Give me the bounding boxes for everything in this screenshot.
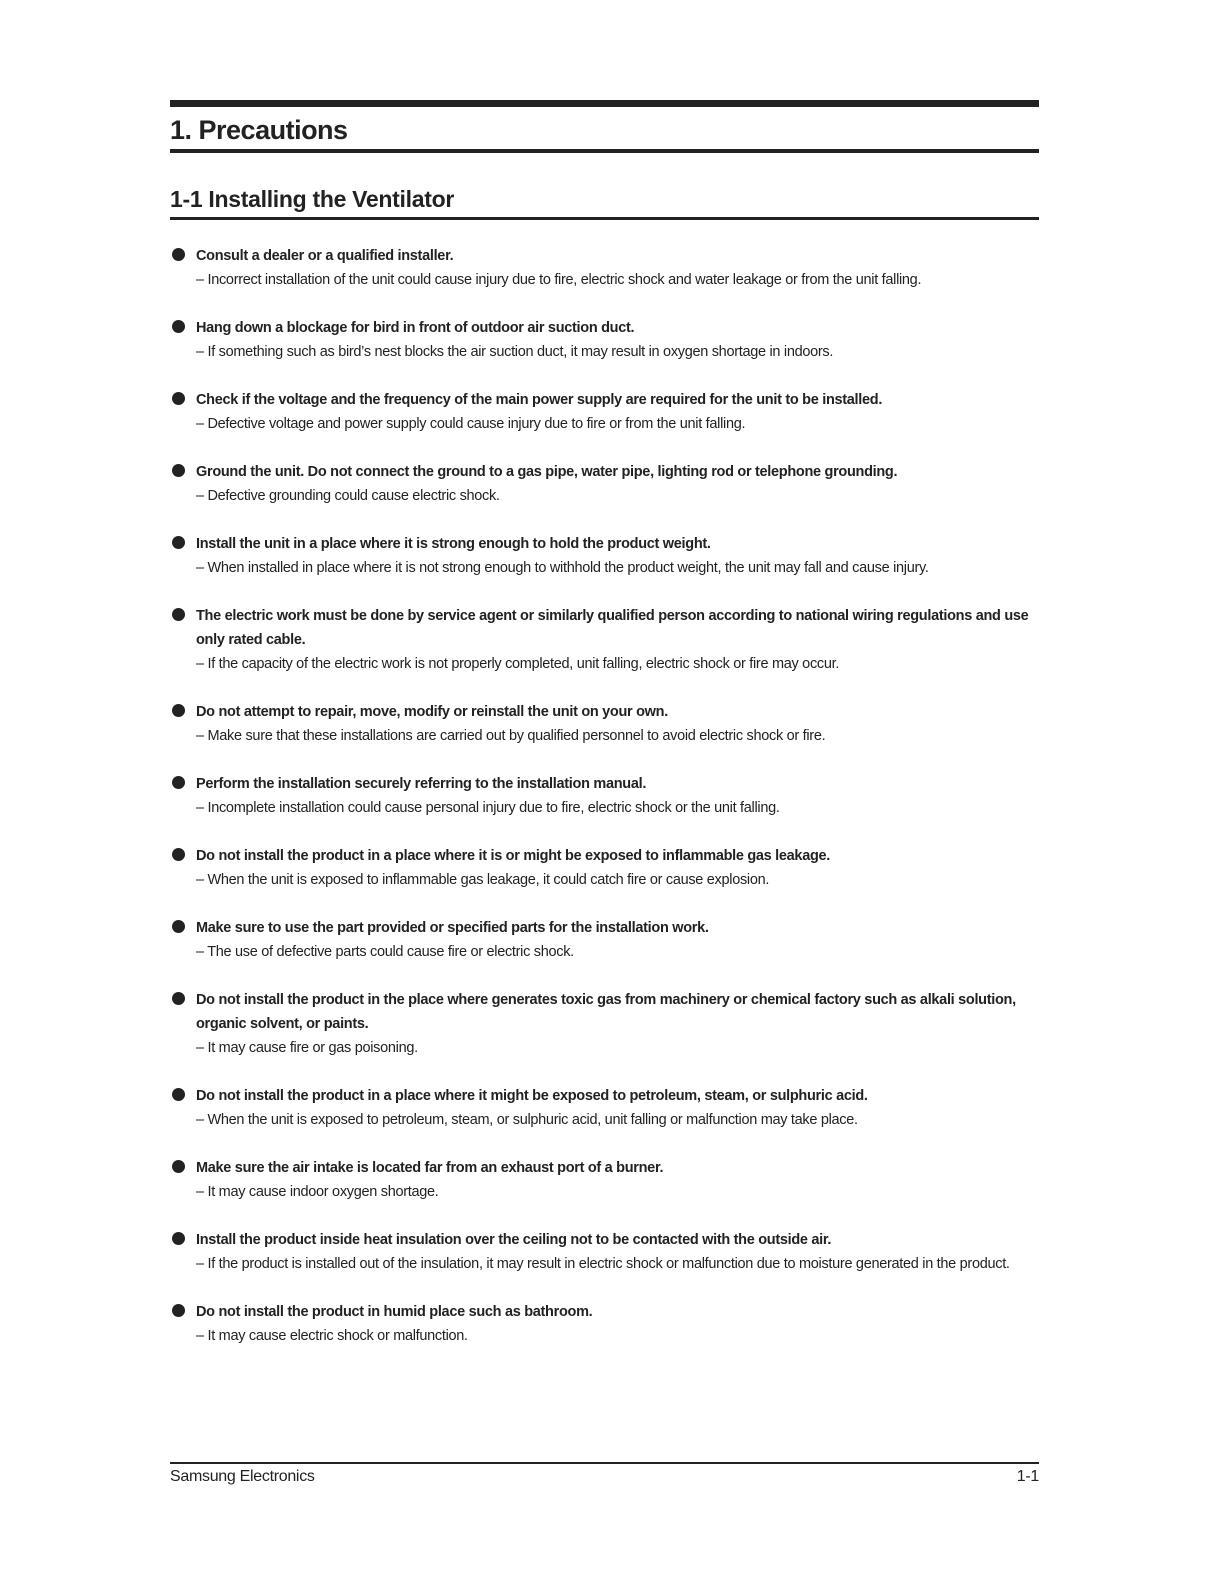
precaution-title: Do not attempt to repair, move, modify or reinstall the unit on your own. — [196, 704, 668, 720]
precaution-item — [170, 772, 1039, 820]
bullet-icon — [172, 536, 185, 549]
bullet-icon — [172, 608, 185, 621]
precaution-title: Make sure the air intake is located far from an exhaust port of a burner. — [196, 1160, 664, 1176]
precaution-title: Install the unit in a place where it is strong enough to hold the product weight. — [196, 536, 711, 552]
bullet-icon — [172, 320, 185, 333]
chapter-rule-bottom — [170, 149, 1039, 153]
precaution-description: – Incorrect installation of the unit could cause injury due to fire, electric shock and water leakage or from the unit falling. — [196, 272, 922, 288]
precaution-title: Install the product inside heat insulation over the ceiling not to be contacted with the outside air. — [196, 1232, 832, 1248]
bullet-icon — [172, 1304, 185, 1317]
page-content — [170, 100, 1039, 1372]
precaution-title: Do not install the product in humid place such as bathroom. — [196, 1304, 593, 1320]
precaution-item — [170, 1300, 1039, 1348]
precaution-title: Make sure to use the part provided or specified parts for the installation work. — [196, 920, 709, 936]
precaution-description: – The use of defective parts could cause fire or electric shock. — [196, 944, 574, 960]
precaution-item — [170, 700, 1039, 748]
precaution-description: – Make sure that these installations are carried out by qualified personnel to avoid electric shock or fire. — [196, 728, 826, 744]
precaution-item — [170, 916, 1039, 964]
precaution-description: – When the unit is exposed to inflammable gas leakage, it could catch fire or cause explosion. — [196, 872, 770, 888]
bullet-icon — [172, 392, 185, 405]
precaution-item — [170, 244, 1039, 292]
bullet-icon — [172, 992, 185, 1005]
precaution-item — [170, 388, 1039, 436]
precaution-item — [170, 1084, 1039, 1132]
precaution-description: – When the unit is exposed to petroleum, steam, or sulphuric acid, unit falling or malfunction may take place. — [196, 1112, 858, 1128]
section-rule — [170, 217, 1039, 220]
precaution-description: – It may cause indoor oxygen shortage. — [196, 1184, 439, 1200]
bullet-icon — [172, 464, 185, 477]
precaution-title: Ground the unit. Do not connect the ground to a gas pipe, water pipe, lighting rod or telephone grounding. — [196, 464, 898, 480]
precaution-list — [170, 244, 1039, 1348]
precaution-description: – Defective grounding could cause electric shock. — [196, 488, 500, 504]
precaution-description: – When installed in place where it is not strong enough to withhold the product weight, the unit may fall and cause injury. — [196, 560, 929, 576]
precaution-description: – It may cause fire or gas poisoning. — [196, 1040, 418, 1056]
precaution-description: – Defective voltage and power supply could cause injury due to fire or from the unit falling. — [196, 416, 746, 432]
footer-company: Samsung Electronics — [170, 1468, 315, 1485]
page-number: 1-1 — [1016, 1468, 1039, 1485]
precaution-description: – Incomplete installation could cause personal injury due to fire, electric shock or the unit falling. — [196, 800, 780, 816]
precaution-item — [170, 988, 1039, 1060]
bullet-icon — [172, 848, 185, 861]
section-title: 1-1 Installing the Ventilator — [170, 186, 454, 212]
precaution-title: Consult a dealer or a qualified installer. — [196, 248, 454, 264]
precaution-description: – If something such as bird’s nest blocks the air suction duct, it may result in oxygen shortage in indoors. — [196, 344, 834, 360]
precaution-description: – It may cause electric shock or malfunction. — [196, 1328, 468, 1344]
chapter-rule-top — [170, 100, 1039, 107]
precaution-item — [170, 1156, 1039, 1204]
precaution-item — [170, 316, 1039, 364]
precaution-item — [170, 604, 1039, 676]
chapter-title: 1. Precautions — [170, 115, 348, 145]
precaution-title: Perform the installation securely referring to the installation manual. — [196, 776, 647, 792]
precaution-item — [170, 844, 1039, 892]
bullet-icon — [172, 1160, 185, 1173]
footer-row — [170, 1464, 1039, 1486]
bullet-icon — [172, 248, 185, 261]
precaution-title: Hang down a blockage for bird in front of outdoor air suction duct. — [196, 320, 635, 336]
precaution-title: Do not install the product in the place where generates toxic gas from machinery or chemical factory such as alkali solution, organic solvent, or paints. — [196, 992, 1016, 1032]
precaution-item — [170, 460, 1039, 508]
bullet-icon — [172, 704, 185, 717]
precaution-title: Do not install the product in a place where it is or might be exposed to inflammable gas leakage. — [196, 848, 831, 864]
precaution-item — [170, 532, 1039, 580]
bullet-icon — [172, 920, 185, 933]
bullet-icon — [172, 776, 185, 789]
bullet-icon — [172, 1088, 185, 1101]
precaution-description: – If the capacity of the electric work is not properly completed, unit falling, electric shock or fire may occur. — [196, 656, 840, 672]
bullet-icon — [172, 1232, 185, 1245]
precaution-item — [170, 1228, 1039, 1276]
precaution-title: Do not install the product in a place where it might be exposed to petroleum, steam, or sulphuric acid. — [196, 1088, 868, 1104]
precaution-title: Check if the voltage and the frequency of the main power supply are required for the unit to be installed. — [196, 392, 883, 408]
precaution-description: – If the product is installed out of the insulation, it may result in electric shock or malfunction due to moisture generated in the product. — [196, 1256, 1010, 1272]
precaution-title: The electric work must be done by service agent or similarly qualified person according to national wiring regulations and use only rated cable. — [196, 608, 1029, 648]
page-footer — [170, 1462, 1039, 1486]
